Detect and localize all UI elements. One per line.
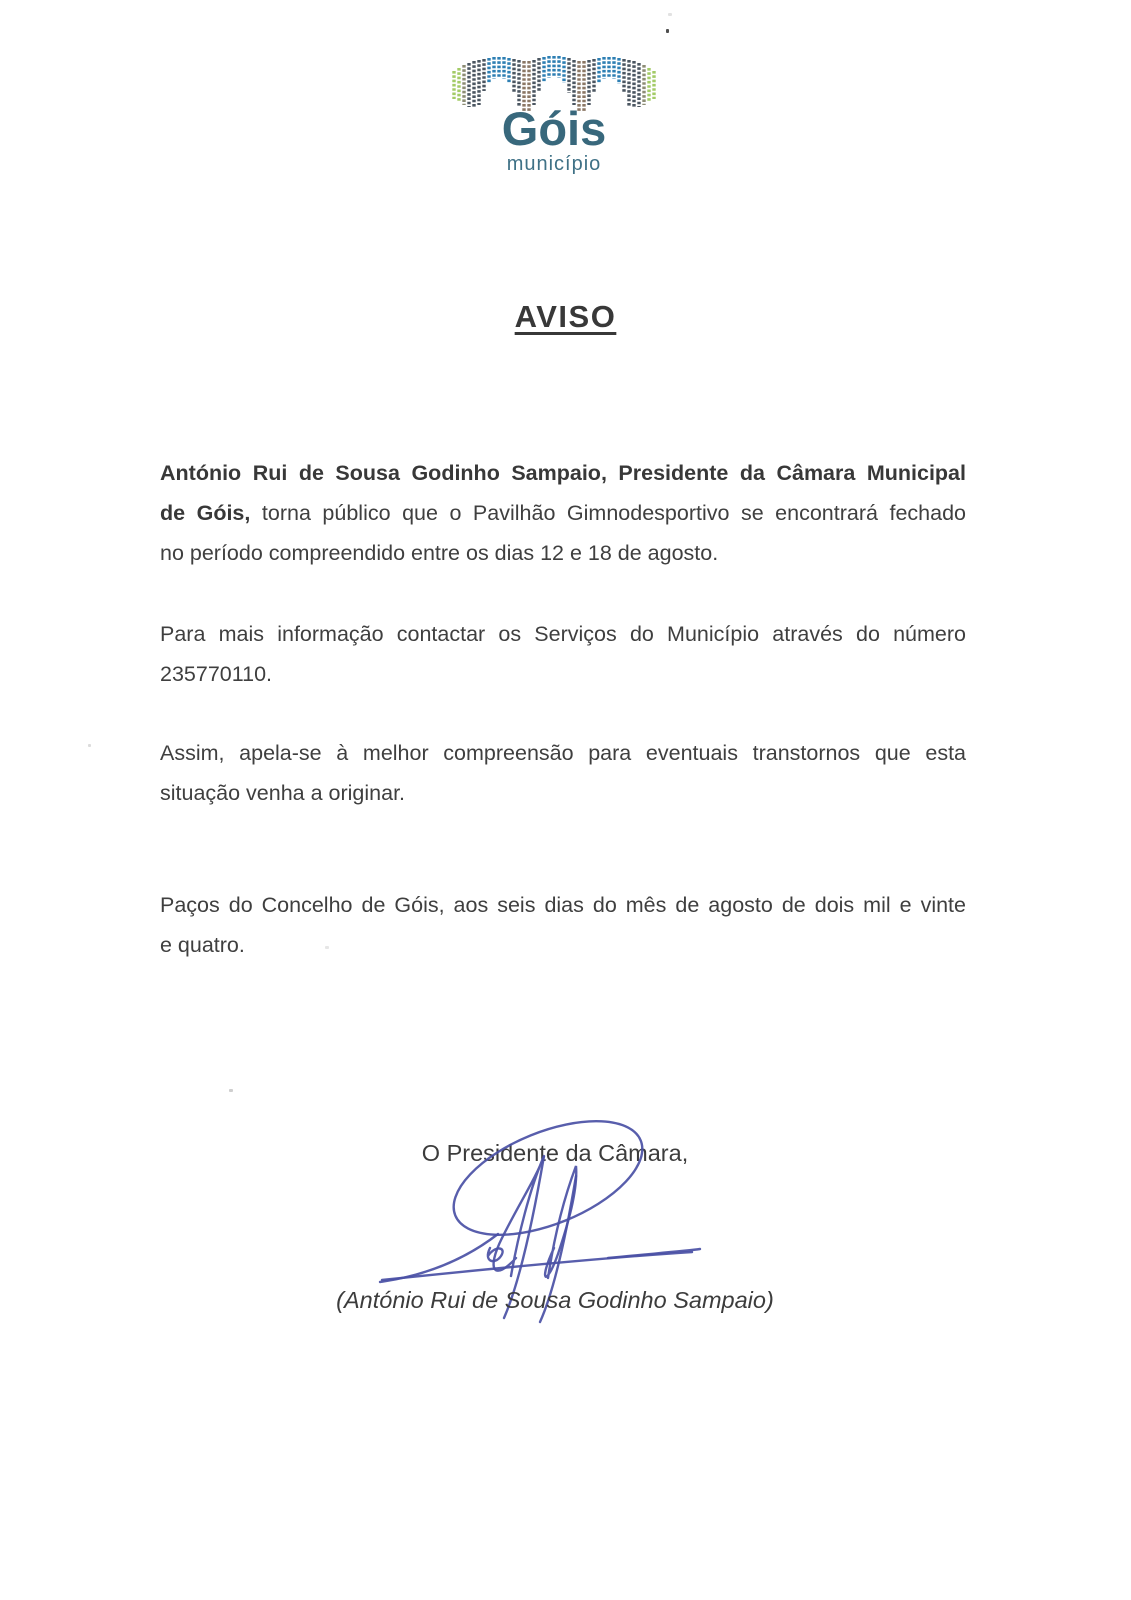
logo-municipality-name: Góis — [501, 102, 607, 155]
scan-speck — [229, 1089, 233, 1092]
text-line: Assim, apela-se à melhor compreensão para eventuais transtornos que esta — [160, 741, 966, 765]
signature-underline-stroke — [382, 1252, 692, 1280]
notice-paragraph-announcement — [160, 453, 966, 573]
notice-paragraph-dateline — [160, 885, 966, 965]
logo-wordmark — [454, 104, 654, 174]
signature-stroke — [380, 1234, 498, 1282]
text-line — [160, 493, 966, 533]
text-line: e quatro. — [160, 933, 245, 957]
logo-subtitle: município — [506, 153, 602, 176]
notice-paragraph-contact — [160, 614, 966, 694]
signer-name-bold: de Góis, — [160, 501, 251, 525]
signature-underline-stroke — [608, 1249, 700, 1258]
document-title-text: AVISO — [514, 299, 617, 334]
text-line: Para mais informação contactar os Serviços do Município através do número — [160, 622, 966, 646]
signature-stroke — [488, 1248, 503, 1261]
text-line: situação venha a originar. — [160, 781, 406, 805]
text-line — [160, 453, 966, 493]
document-title — [0, 299, 1131, 335]
signature-printed-name: (António Rui de Sousa Godinho Sampaio) — [336, 1287, 774, 1313]
signature-stroke — [494, 1156, 544, 1276]
signature-stroke — [545, 1166, 576, 1278]
phone-number-line: 235770110. — [160, 662, 272, 686]
text-line: no período compreendido entre os dias 12 e 18 de agosto. — [160, 541, 719, 565]
scan-speck — [668, 13, 672, 16]
bridge-bars-blue — [489, 56, 619, 84]
signature-loop — [438, 1098, 658, 1258]
signature-role-line: O Presidente da Câmara, — [421, 1140, 689, 1166]
signer-name-bold: António Rui de Sousa Godinho Sampaio, Presidente da Câmara Municipal — [160, 461, 966, 485]
scan-speck — [88, 744, 91, 747]
scan-speck — [666, 29, 669, 33]
announcement-text: torna público que o Pavilhão Gimnodesportivo se encontrará fechado — [250, 501, 966, 525]
text-line: Paços do Concelho de Góis, aos seis dias do mês de agosto de dois mil e vinte — [160, 893, 966, 917]
notice-paragraph-apology — [160, 733, 966, 813]
